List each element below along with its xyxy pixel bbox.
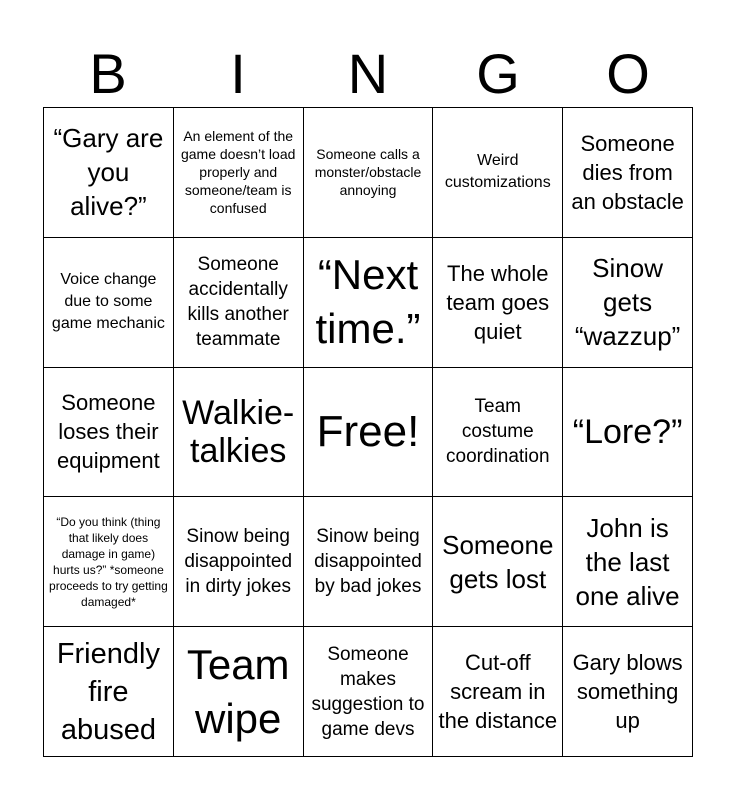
cell-text: Someone dies from an obstacle [571,130,684,214]
cell-text: Voice change due to some game mechanic [51,271,165,333]
cell-text: Someone accidentally kills another teammate [187,254,289,351]
cell-text: Someone gets lost [442,529,554,594]
header-letter-b: B [89,42,127,105]
cell-text: Sinow being disappointed in dirty jokes [184,526,293,598]
header-letter-n: N [347,42,389,105]
bingo-cell-r3c1[interactable] [44,368,174,498]
bingo-cell-r1c1[interactable] [44,108,174,238]
bingo-cell-r1c2[interactable] [174,108,304,238]
cell-text: Team costume coordination [446,396,550,468]
bingo-cell-r4c1[interactable] [44,497,174,627]
cell-text: Someone calls a monster/obstacle annoying [314,146,422,199]
cell-text: Someone makes suggestion to game devs [311,643,425,740]
cell-text: Free! [316,406,420,456]
cell-text: Sinow being disappointed by bad jokes [314,526,422,598]
bingo-board [43,107,693,757]
cell-text: “Next time.” [315,251,421,353]
cell-text: Someone loses their equipment [57,390,160,474]
bingo-cell-r5c2[interactable] [174,627,304,757]
bingo-cell-r1c3[interactable] [304,108,434,238]
bingo-cell-r2c2[interactable] [174,238,304,368]
cell-text: Gary blows something up [572,650,683,734]
bingo-cell-r2c1[interactable] [44,238,174,368]
bingo-cell-r3c5[interactable] [563,368,693,498]
cell-text: Weird customizations [444,152,551,192]
header-letter-i: I [230,42,246,105]
bingo-cell-r4c2[interactable] [174,497,304,627]
cell-text: Walkie-talkies [182,393,295,470]
bingo-cell-r1c4[interactable] [433,108,563,238]
bingo-cell-r3c3[interactable] [304,368,434,498]
cell-text: “Do you think (thing that likely does damage in game) hurts us?” *someone proceeds to try getting damaged* [49,514,168,609]
bingo-cell-r4c5[interactable] [563,497,693,627]
bingo-cell-r2c5[interactable] [563,238,693,368]
cell-text: John is the last one alive [575,512,680,611]
bingo-cell-r5c1[interactable] [44,627,174,757]
cell-text: “Gary are you alive?” [53,123,164,222]
header-letter-g: G [476,42,520,105]
bingo-cell-r4c3[interactable] [304,497,434,627]
cell-text: Friendly fire abused [56,637,160,746]
cell-text: “Lore?” [572,412,683,451]
cell-text: Sinow gets “wazzup” [574,253,681,352]
cell-text: Cut-off scream in the distance [438,650,558,734]
bingo-cell-r5c3[interactable] [304,627,434,757]
bingo-cell-r5c4[interactable] [433,627,563,757]
cell-text: An element of the game doesn’t load properly and someone/team is confused [180,128,296,217]
bingo-cell-r1c5[interactable] [563,108,693,238]
header-letter-o: O [606,42,650,105]
cell-text: Team wipe [186,640,290,742]
cell-text: The whole team goes quiet [446,260,550,344]
bingo-cell-r4c4[interactable] [433,497,563,627]
bingo-cell-r2c3[interactable] [304,238,434,368]
bingo-cell-r3c2[interactable] [174,368,304,498]
bingo-cell-r3c4[interactable] [433,368,563,498]
bingo-cell-r5c5[interactable] [563,627,693,757]
bingo-cell-r2c4[interactable] [433,238,563,368]
bingo-header [43,40,693,108]
